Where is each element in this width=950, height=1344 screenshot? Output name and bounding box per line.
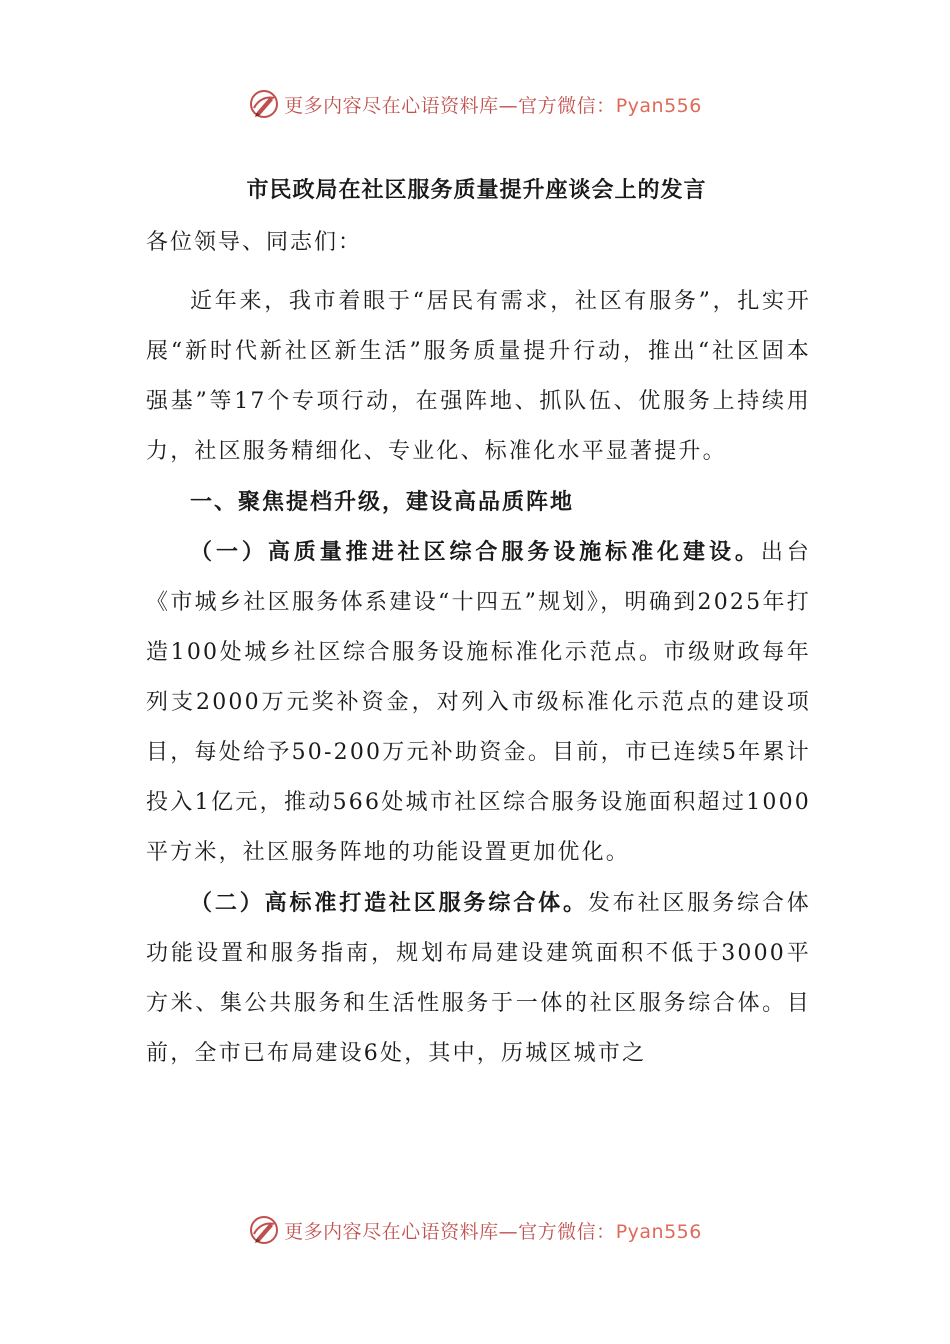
watermark-text [284,91,702,118]
watermark-banner-bottom [0,1210,950,1250]
document-body [146,175,811,1079]
item-1-paragraph [146,527,811,878]
intro-paragraph: 近年来，我市着眼于“居民有需求，社区有服务”，扎实开展“新时代新社区新生活”服务质量提升行动，推出“社区固本强基”等17个专项行动，在强阵地、抓队伍、优服务上持续用力，社区服务精细化、专业化、标准化水平显著提升。 [146,289,811,464]
watermark-main-text: 更多内容尽在心语资料库 [284,1220,499,1243]
item-2-lead: （二）高标准打造社区服务综合体。 [190,890,588,916]
section-heading-1: 一、聚焦提档升级，建设高品质阵地 [190,489,575,515]
document-title: 市民政局在社区服务质量提升座谈会上的发言 [246,177,707,203]
pen-logo-icon [248,88,280,120]
watermark-wechat-label: 官方微信： [518,94,616,117]
watermark-wechat-id: Pyan556 [615,94,702,117]
item-1-body: 出台《市城乡社区服务体系建设“十四五”规划》，明确到2025年打造100处城乡社区综合服务设施标准化示范点。市级财政每年列支2000万元奖补资金，对列入市级标准化示范点的建设项目，每处给予50-200万元补助资金。目前，市已连续5年累计投入1亿元，推动566处城市社区综合服务设施面积超过1000平方米，社区服务阵地的功能设置更加优化。 [146,540,811,865]
watermark-dash: — [498,1220,519,1243]
watermark-main-text: 更多内容尽在心语资料库 [284,94,499,117]
watermark-dash: — [498,94,519,117]
watermark-text [284,1217,702,1244]
watermark-banner-top [0,84,950,124]
item-2-paragraph [146,878,811,1079]
watermark-wechat-id: Pyan556 [615,1220,702,1243]
item-2-body: 发布社区服务综合体功能设置和服务指南，规划布局建设建筑面积不低于3000平方米、集公共服务和生活性服务于一体的社区服务综合体。目前，全市已布局建设6处，其中，历城区城市之 [146,891,811,1066]
pen-logo-icon [248,1214,280,1246]
watermark-wechat-label: 官方微信： [518,1220,616,1243]
item-1-lead: （一）高质量推进社区综合服务设施标准化建设。 [190,539,761,565]
salutation: 各位领导、同志们： [146,230,363,255]
